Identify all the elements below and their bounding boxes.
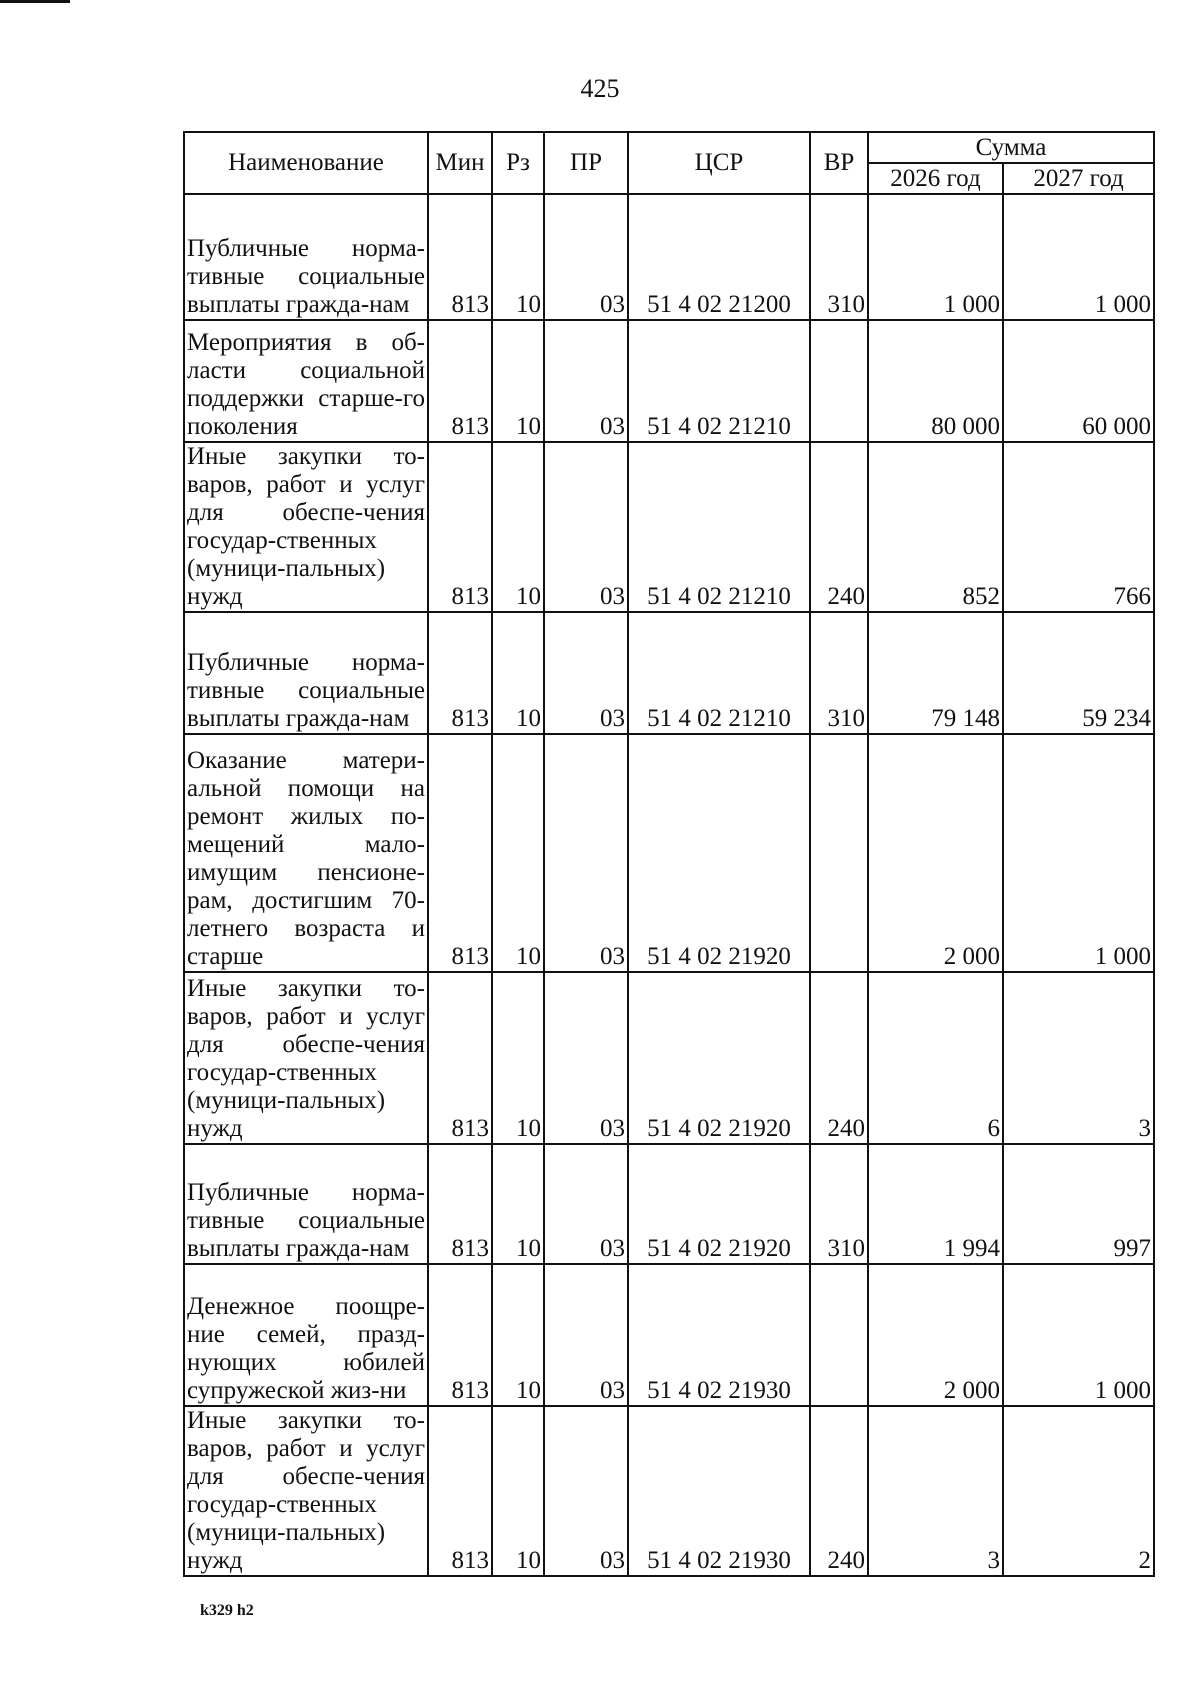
table-row [184, 1264, 1154, 1406]
cell-csr: 51 4 02 21930 [628, 1406, 810, 1576]
cell-2027: 59 234 [1003, 612, 1154, 734]
cell-name: Публичные норма-тивные социальные выплаты гражда-нам [184, 1144, 428, 1264]
cell-2026: 2 000 [868, 1264, 1003, 1406]
cell-pr: 03 [544, 612, 628, 734]
table-row [184, 612, 1154, 734]
cell-min: 813 [428, 442, 492, 612]
cell-2027: 1 000 [1003, 1264, 1154, 1406]
cell-rz: 10 [492, 734, 544, 972]
cell-2027: 997 [1003, 1144, 1154, 1264]
cell-rz: 10 [492, 194, 544, 320]
cell-2027: 60 000 [1003, 320, 1154, 442]
cell-min: 813 [428, 1144, 492, 1264]
cell-pr: 03 [544, 1144, 628, 1264]
cell-pr: 03 [544, 442, 628, 612]
cell-pr: 03 [544, 972, 628, 1144]
cell-name: Мероприятия в об-ласти социальной поддержки старше-го поколения [184, 320, 428, 442]
cell-2026: 80 000 [868, 320, 1003, 442]
table-row [184, 1144, 1154, 1264]
table-row [184, 972, 1154, 1144]
scan-corner-mark [0, 0, 70, 3]
cell-min: 813 [428, 320, 492, 442]
cell-csr: 51 4 02 21920 [628, 1144, 810, 1264]
cell-vr: 240 [810, 972, 868, 1144]
cell-pr: 03 [544, 1406, 628, 1576]
cell-2027: 766 [1003, 442, 1154, 612]
cell-name: Иные закупки то-варов, работ и услуг для обеспе-чения государ-ственных (муници-пальных) нужд [184, 972, 428, 1144]
cell-2026: 6 [868, 972, 1003, 1144]
cell-csr: 51 4 02 21920 [628, 734, 810, 972]
footer-code: k329 h2 [200, 1602, 254, 1619]
header-year-2027: 2027 год [1003, 163, 1154, 194]
cell-vr: 240 [810, 1406, 868, 1576]
table-row [184, 1406, 1154, 1576]
cell-name: Публичные норма-тивные социальные выплаты гражда-нам [184, 194, 428, 320]
cell-min: 813 [428, 972, 492, 1144]
cell-pr: 03 [544, 320, 628, 442]
cell-name: Иные закупки то-варов, работ и услуг для обеспе-чения государ-ственных (муници-пальных) нужд [184, 1406, 428, 1576]
cell-rz: 10 [492, 1144, 544, 1264]
cell-csr: 51 4 02 21930 [628, 1264, 810, 1406]
cell-rz: 10 [492, 320, 544, 442]
table-row [184, 442, 1154, 612]
header-year-2026: 2026 год [868, 163, 1003, 194]
cell-2026: 2 000 [868, 734, 1003, 972]
header-min: Мин [428, 132, 492, 194]
header-pr: ПР [544, 132, 628, 194]
header-rz: Рз [492, 132, 544, 194]
cell-2026: 852 [868, 442, 1003, 612]
cell-2026: 79 148 [868, 612, 1003, 734]
cell-csr: 51 4 02 21210 [628, 612, 810, 734]
cell-csr: 51 4 02 21210 [628, 320, 810, 442]
cell-vr [810, 1264, 868, 1406]
cell-rz: 10 [492, 1406, 544, 1576]
cell-name: Оказание матери-альной помощи на ремонт жилых по-мещений мало-имущим пенсионе-рам, достигшим 70-летнего возраста и старше [184, 734, 428, 972]
cell-vr: 310 [810, 194, 868, 320]
header-vr: ВР [810, 132, 868, 194]
table-row [184, 194, 1154, 320]
cell-min: 813 [428, 1264, 492, 1406]
budget-table [183, 131, 1155, 1577]
cell-pr: 03 [544, 734, 628, 972]
cell-vr [810, 320, 868, 442]
cell-2026: 1 000 [868, 194, 1003, 320]
cell-rz: 10 [492, 972, 544, 1144]
cell-name: Иные закупки то-варов, работ и услуг для обеспе-чения государ-ственных (муници-пальных) нужд [184, 442, 428, 612]
cell-name: Денежное поощре-ние семей, празд-нующих юбилей супружеской жиз-ни [184, 1264, 428, 1406]
cell-min: 813 [428, 734, 492, 972]
cell-2027: 3 [1003, 972, 1154, 1144]
cell-2027: 2 [1003, 1406, 1154, 1576]
cell-pr: 03 [544, 194, 628, 320]
cell-2026: 3 [868, 1406, 1003, 1576]
table-row [184, 320, 1154, 442]
cell-csr: 51 4 02 21210 [628, 442, 810, 612]
cell-pr: 03 [544, 1264, 628, 1406]
cell-vr: 310 [810, 612, 868, 734]
header-sum: Сумма [868, 132, 1154, 163]
cell-vr: 310 [810, 1144, 868, 1264]
cell-vr [810, 734, 868, 972]
cell-min: 813 [428, 1406, 492, 1576]
header-name: Наименование [184, 132, 428, 194]
cell-name: Публичные норма-тивные социальные выплаты гражда-нам [184, 612, 428, 734]
table-header [184, 132, 1154, 194]
header-csr: ЦСР [628, 132, 810, 194]
cell-csr: 51 4 02 21920 [628, 972, 810, 1144]
table-body [184, 194, 1154, 1576]
cell-2027: 1 000 [1003, 734, 1154, 972]
table-row [184, 734, 1154, 972]
cell-min: 813 [428, 194, 492, 320]
cell-2026: 1 994 [868, 1144, 1003, 1264]
cell-vr: 240 [810, 442, 868, 612]
cell-rz: 10 [492, 612, 544, 734]
cell-rz: 10 [492, 1264, 544, 1406]
cell-csr: 51 4 02 21200 [628, 194, 810, 320]
cell-rz: 10 [492, 442, 544, 612]
cell-2027: 1 000 [1003, 194, 1154, 320]
page-number: 425 [580, 74, 620, 103]
cell-min: 813 [428, 612, 492, 734]
